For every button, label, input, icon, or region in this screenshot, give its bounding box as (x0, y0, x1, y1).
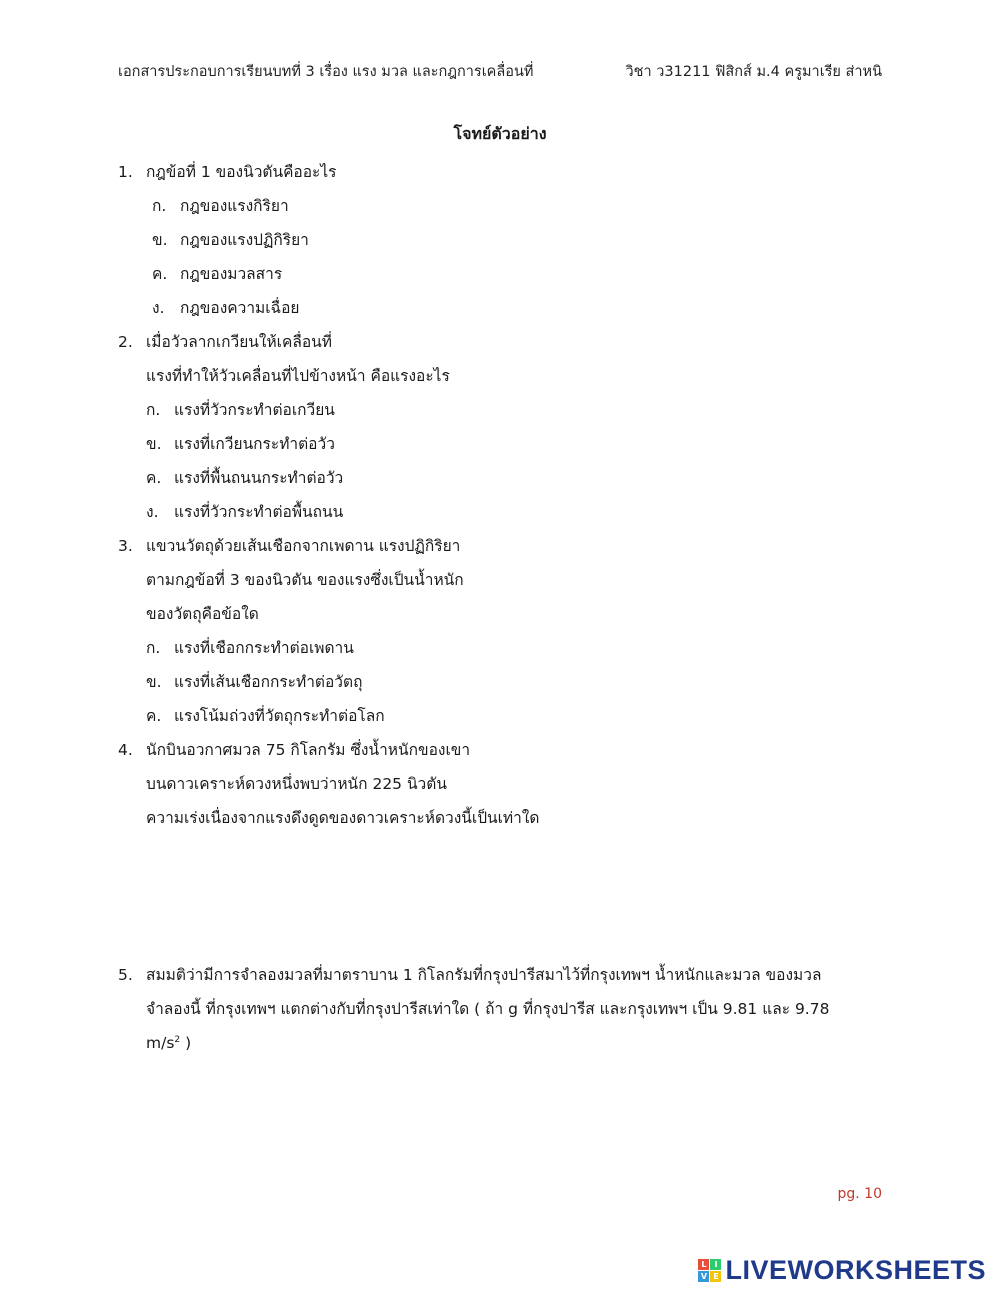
option-label: ง. (146, 503, 159, 521)
answer-options (146, 393, 898, 529)
option-text: แรงที่เส้นเชือกกระทำต่อวัตถุ (174, 673, 363, 691)
questions-list (118, 155, 898, 835)
answer-option (146, 631, 898, 665)
option-text: กฎของแรงกิริยา (180, 197, 289, 215)
option-label: ค. (152, 265, 168, 283)
question-line: กฎข้อที่ 1 ของนิวตันคืออะไร (146, 163, 337, 181)
option-label: ข. (146, 435, 162, 453)
option-text: แรงที่วัวกระทำต่อเกวียน (174, 401, 335, 419)
unit-text: m/s (146, 1034, 175, 1052)
logo-text: LIVEWORKSHEETS (725, 1254, 986, 1285)
answer-option (146, 699, 898, 733)
option-text: แรงที่เกวียนกระทำต่อวัว (174, 435, 335, 453)
question-line: แขวนวัตถุด้วยเส้นเชือกจากเพดาน แรงปฏิกิริยา (146, 537, 461, 555)
question-line: บนดาวเคราะห์ดวงหนึ่งพบว่าหนัก 225 นิวตัน (146, 775, 447, 793)
option-label: ก. (146, 401, 161, 419)
option-label: ค. (146, 707, 162, 725)
option-label: ข. (146, 673, 162, 691)
closing-paren: ) (185, 1034, 192, 1052)
question-number: 1. (118, 163, 133, 181)
option-label: ง. (152, 299, 165, 317)
option-text: แรงที่เชือกกระทำต่อเพดาน (174, 639, 354, 657)
unit-exponent: 2 (174, 1034, 181, 1045)
option-text: กฎของความเฉื่อย (180, 299, 300, 317)
answer-options (152, 189, 898, 325)
question-number: 2. (118, 333, 133, 351)
question-1 (118, 155, 898, 189)
option-label: ค. (146, 469, 162, 487)
question-3 (118, 529, 898, 631)
header-document-title: เอกสารประกอบการเรียนบทที่ 3 เรื่อง แรง มวล และกฎการเคลื่อนที่ (118, 64, 534, 80)
question-line: นักบินอวกาศมวล 75 กิโลกรัม ซึ่งน้ำหนักของเขา (146, 741, 471, 759)
question-line: เมื่อวัวลากเกวียนให้เคลื่อนที่ (146, 333, 332, 351)
answer-option (152, 257, 898, 291)
option-text: แรงโน้มถ่วงที่วัตถุกระทำต่อโลก (174, 707, 385, 725)
answer-options (146, 631, 898, 733)
option-text: แรงที่พื้นถนนกระทำต่อวัว (174, 469, 344, 487)
answer-option (146, 495, 898, 529)
page-number: pg. 10 (837, 1186, 882, 1202)
answer-option (146, 427, 898, 461)
question-4 (118, 733, 898, 835)
question-line: ความเร่งเนื่องจากแรงดึงดูดของดาวเคราะห์ดวงนี้เป็นเท่าใด (146, 809, 540, 827)
option-text: กฎของมวลสาร (180, 265, 283, 283)
question-line: จำลองนี้ ที่กรุงเทพฯ แตกต่างกับที่กรุงปารีสเท่าใด ( ถ้า g ที่กรุงปารีส และกรุงเทพฯ เป็น 9.81 และ 9.78 (146, 1000, 830, 1018)
option-text: แรงที่วัวกระทำต่อพื้นถนน (174, 503, 344, 521)
option-label: ก. (152, 197, 167, 215)
question-2 (118, 325, 898, 393)
question-line: สมมติว่ามีการจำลองมวลที่มาตราบาน 1 กิโลกรัมที่กรุงปารีสมาไว้ที่กรุงเทพฯ น้ำหนักและมวล ของมวล (146, 966, 822, 984)
answer-option (146, 393, 898, 427)
answer-option (146, 665, 898, 699)
question-line: ของวัตถุคือข้อใด (146, 605, 259, 623)
question-5 (118, 958, 898, 1060)
option-text: กฎของแรงปฏิกิริยา (180, 231, 309, 249)
question-line: ตามกฎข้อที่ 3 ของนิวตัน ของแรงซึ่งเป็นน้ำหนัก (146, 571, 464, 589)
answer-option (146, 461, 898, 495)
logo-block: V (698, 1271, 709, 1282)
question-number: 5. (118, 966, 133, 984)
header-course-info: วิชา ว31211 ฟิสิกส์ ม.4 ครูมาเรีย ส่าหนิ (625, 64, 882, 80)
answer-option (152, 189, 898, 223)
question-number: 3. (118, 537, 133, 555)
logo-block: I (710, 1259, 721, 1270)
page-header (118, 60, 882, 86)
question-line: แรงที่ทำให้วัวเคลื่อนที่ไปข้างหน้า คือแรงอะไร (146, 367, 450, 385)
option-label: ข. (152, 231, 168, 249)
question-line (146, 1026, 898, 1060)
answer-option (152, 291, 898, 325)
section-title: โจทย์ตัวอย่าง (453, 124, 547, 143)
logo-blocks (698, 1259, 721, 1282)
option-label: ก. (146, 639, 161, 657)
answer-option (152, 223, 898, 257)
logo-block: L (698, 1259, 709, 1270)
logo-block: E (710, 1271, 721, 1282)
liveworksheets-logo (698, 1256, 986, 1284)
question-number: 4. (118, 741, 133, 759)
